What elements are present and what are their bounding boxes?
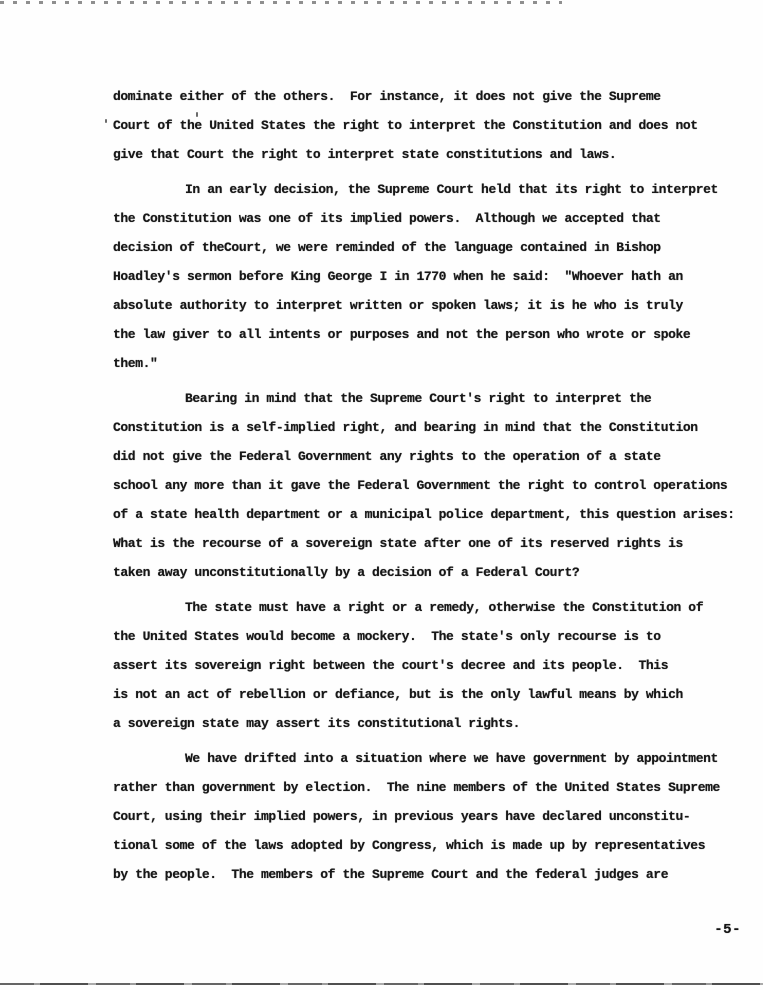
text-line: rather than government by election. The nine members of the United States Supreme — [113, 780, 720, 795]
text-line: Court of the United States the right to interpret the Constitution and does not — [113, 118, 698, 133]
text-line: What is the recourse of a sovereign state after one of its reserved rights is — [113, 536, 683, 551]
text-line: taken away unconstitutionally by a decision of a Federal Court? — [113, 565, 580, 580]
page-number: -5- — [714, 922, 741, 938]
text-line: a sovereign state may assert its constitutional rights. — [113, 716, 521, 731]
text-line: The state must have a right or a remedy, otherwise the Constitution of — [185, 600, 704, 615]
text-line: dominate either of the others. For instance, it does not give the Supreme — [113, 89, 661, 104]
text-line: the Constitution was one of its implied powers. Although we accepted that — [113, 211, 661, 226]
text-line: assert its sovereign right between the court's decree and its people. This — [113, 658, 669, 673]
text-line: school any more than it gave the Federal Government the right to control operations — [113, 478, 728, 493]
text-line: We have drifted into a situation where we have government by appointment — [185, 751, 718, 766]
paragraph — [113, 384, 753, 587]
scan-speck — [105, 119, 107, 123]
text-line: is not an act of rebellion or defiance, but is the only lawful means by which — [113, 687, 683, 702]
text-line: tional some of the laws adopted by Congress, which is made up by representatives — [113, 838, 706, 853]
bottom-scan-edge-line — [0, 983, 763, 985]
text-line: give that Court the right to interpret state constitutions and laws. — [113, 147, 617, 162]
text-line: Hoadley's sermon before King George I in 1770 when he said: "Whoever hath an — [113, 269, 683, 284]
text-line: of a state health department or a municipal police department, this question arises: — [113, 507, 735, 522]
text-line: Bearing in mind that the Supreme Court's right to interpret the — [185, 391, 652, 406]
text-line: by the people. The members of the Supreme Court and the federal judges are — [113, 867, 669, 882]
paragraph — [113, 744, 753, 889]
text-line: decision of theCourt, we were reminded of the language contained in Bishop — [113, 240, 661, 255]
text-line: the United States would become a mockery. The state's only recourse is to — [113, 629, 661, 644]
text-line: absolute authority to interpret written or spoken laws; it is he who is truly — [113, 298, 683, 313]
document-body-text — [113, 82, 753, 889]
text-line: Constitution is a self-implied right, and bearing in mind that the Constitution — [113, 420, 698, 435]
text-line: them." — [113, 356, 158, 371]
text-line: did not give the Federal Government any rights to the operation of a state — [113, 449, 661, 464]
text-line: In an early decision, the Supreme Court held that its right to interpret — [185, 182, 718, 197]
paragraph — [113, 82, 753, 169]
text-line: the law giver to all intents or purposes and not the person who wrote or spoke — [113, 327, 691, 342]
text-line: Court, using their implied powers, in previous years have declared unconstitu- — [113, 809, 691, 824]
paragraph — [113, 175, 753, 378]
paragraph — [113, 593, 753, 738]
top-perforation-line — [0, 1, 562, 4]
